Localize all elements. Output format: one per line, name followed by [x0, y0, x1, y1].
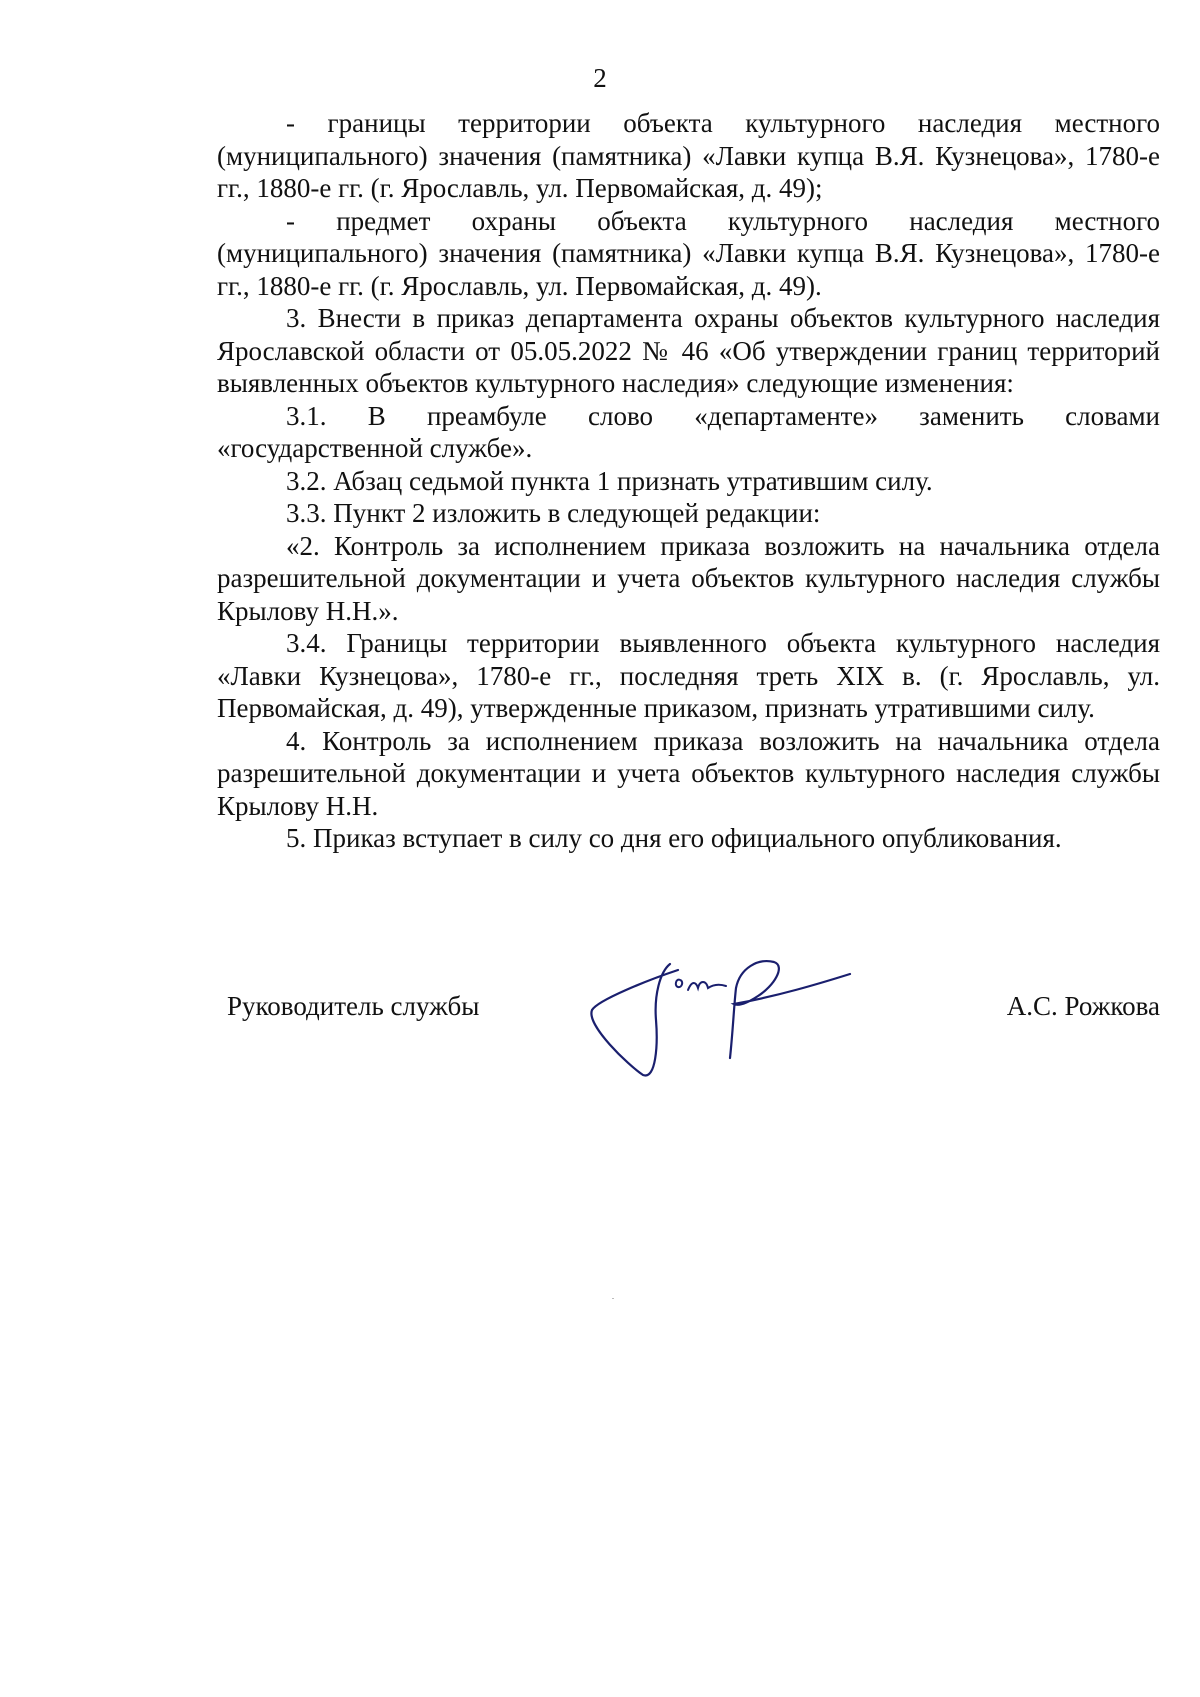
signature-stroke-m [688, 982, 726, 990]
signature-stroke-o [676, 980, 682, 987]
paragraph-item-5: 5. Приказ вступает в силу со дня его официального опубликования. [286, 823, 1062, 853]
paragraph-item-3-3-quote: «2. Контроль за исполнением приказа возложить на начальника отдела разрешительной документации и учета объектов культурного наследия службы Крылову Н.Н.». [217, 530, 1160, 626]
paragraph-item-3-2: 3.2. Абзац седьмой пункта 1 признать утратившим силу. [286, 465, 933, 496]
paragraph-territory-borders: - границы территории объекта культурного наследия местного (муниципального) значения (памятника) «Лавки купца В.Я. Кузнецова», 1780-е гг., 1880-е гг. (г. Ярославль, ул. Первомайская, д. 49); [217, 108, 1160, 203]
paragraph-item-3-4: 3.4. Границы территории выявленного объекта культурного наследия «Лавки Кузнецова», 1780-е гг., последняя треть XIX в. (г. Ярославль, ул. Первомайская, д. 49), утвержденные приказом, признать утратившими силу. [217, 628, 1160, 723]
signer-name: А.С. Рожкова [1006, 991, 1160, 1021]
paragraph-item-3: 3. Внести в приказ департамента охраны объектов культурного наследия Ярославской области от 05.05.2022 № 46 «Об утверждении границ территорий выявленных объектов культурного наследия» следующие изменения: [217, 303, 1160, 398]
paragraph-protection-subject: - предмет охраны объекта культурного наследия местного (муниципального) значения (памятника) «Лавки купца В.Я. Кузнецова», 1780-е гг., 1880-е гг. (г. Ярославль, ул. Первомайская, д. 49). [217, 205, 1160, 301]
paragraph-item-3-1: 3.1. В преамбуле слово «департаменте» заменить словами «государственной службе». [217, 400, 1160, 463]
page-number: 2 [593, 63, 607, 93]
paragraph-item-3-3: 3.3. Пункт 2 изложить в следующей редакции: [286, 498, 821, 528]
signature-stroke-p [730, 961, 850, 1058]
scan-artifact [612, 1298, 614, 1299]
document-body [217, 107, 1160, 855]
signer-title: Руководитель службы [227, 991, 480, 1021]
paragraph-item-4: 4. Контроль за исполнением приказа возложить на начальника отдела разрешительной документации и учета объектов культурного наследия службы Крылову Н.Н. [217, 725, 1160, 821]
signature-stroke-loop [591, 964, 678, 1075]
handwritten-signature [588, 950, 888, 1090]
